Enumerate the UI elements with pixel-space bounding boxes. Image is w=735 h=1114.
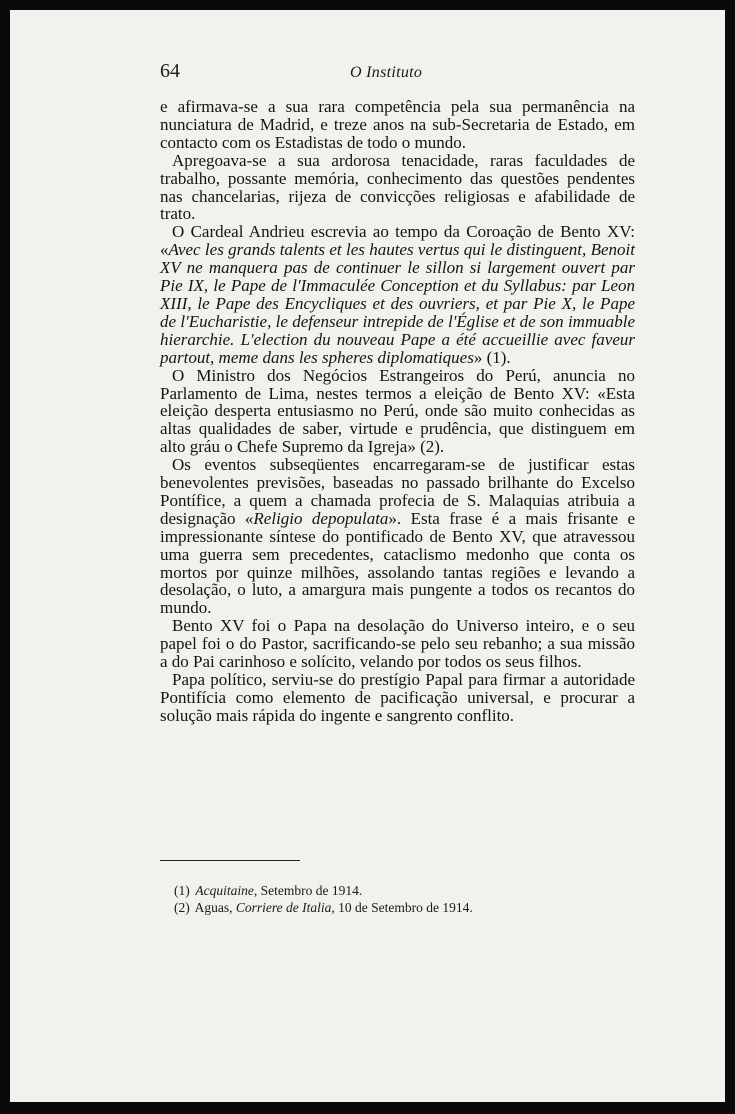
- footnote-2: [174, 899, 604, 916]
- paragraph-3-citation: » (1).: [473, 347, 511, 367]
- document-page: [10, 10, 725, 1102]
- footnote-1-source: Acquitaine,: [195, 883, 258, 898]
- paragraph-1: e afirmava-se a sua rara competência pela sua permanência na nunciatura de Madrid, e treze anos na sub-Secretaria de Estado, em contacto com os Estadistas de todo o mundo.: [160, 97, 635, 152]
- paragraph-5-intro: Os eventos subseqüentes encarregaram-se de justificar estas benevolentes previsões, baseadas no passado brilhante do Excelso Pontífice, a quem a chamada profecia de S. Malaquias atribuia a designação «: [160, 455, 635, 528]
- body-text: [160, 98, 635, 725]
- footnote-rule: [160, 860, 300, 861]
- running-title: O Instituto: [350, 64, 423, 81]
- paragraph-3-french-quote: Avec les grands talents et les hautes vertus qui le distinguent, Benoit XV ne manquera pas de continuer le sillon si largement ouvert par Pie IX, le Pape de l'Immaculée Conception et du Syllabus: par Leon XIII, le Pape des Encycliques et des ouvriers, et par Pie X, le Pape de l'Eucharistie, le defenseur intrepide de l'Église et de son immuable hierarchie. L'election du nouveau Pape a été accueillie avec faveur partout, meme dans les spheres diplomatiques: [160, 240, 635, 367]
- paragraph-5-rest: ». Esta frase é a mais frisante e impressionante síntese do pontificado de Bento XV, que atravessou uma guerra sem precedentes, cataclismo medonho que conta os mortos por quinze milhões, assolando tantas regiões e levando a desolação, o luto, a amargura mais pungente a todos os recantos do mundo.: [160, 508, 635, 618]
- paragraph-2: Apregoava-se a sua ardorosa tenacidade, raras faculdades de trabalho, possante memória, conhecimento das questões pendentes nas chancelarias, rijeza de convicções religiosas e afabilidade de trato.: [160, 150, 635, 224]
- footnote-2-source: Corriere de Italia,: [235, 900, 335, 915]
- footnote-1-mark: (1): [174, 883, 190, 898]
- paragraph-6: Bento XV foi o Papa na desolação do Universo inteiro, e o seu papel foi o do Pastor, sacrificando-se pelo seu rebanho; a sua missão a do Pai carinhoso e solícito, velando por todos os seus filhos.: [160, 616, 635, 672]
- paragraph-7: Papa político, serviu-se do prestígio Papal para firmar a autoridade Pontifícia como elemento de pacificação universal, e procurar a solução mais rápida do ingente e sangrento conflito.: [160, 670, 635, 725]
- footnote-2-author: Aguas,: [194, 900, 236, 915]
- footnote-2-mark: (2): [174, 900, 190, 915]
- paragraph-4: O Ministro dos Negócios Estrangeiros do Perú, anuncia no Parlamento de Lima, nestes termos a eleição de Bento XV: «Esta eleição desperta entusiasmo no Perú, onde são muito conhecidas as altas qualidades de saber, virtude e prudência, que distinguem em alto gráu o Chefe Supremo da Igreja» (2).: [160, 365, 635, 457]
- footnote-1-date: Setembro de 1914.: [257, 883, 363, 898]
- footnote-2-date: 10 de Setembro de 1914.: [334, 900, 473, 915]
- paragraph-3-intro: O Cardeal Andrieu escrevia ao tempo da Coroação de Bento XV: «: [160, 222, 635, 260]
- footnotes: [174, 882, 604, 916]
- paragraph-5: [160, 456, 635, 617]
- page-number: 64: [160, 60, 180, 82]
- paragraph-3: [160, 223, 635, 366]
- footnote-1: [174, 882, 604, 899]
- page-header: [160, 60, 630, 90]
- paragraph-5-latin-phrase: Religio depopulata: [253, 508, 389, 528]
